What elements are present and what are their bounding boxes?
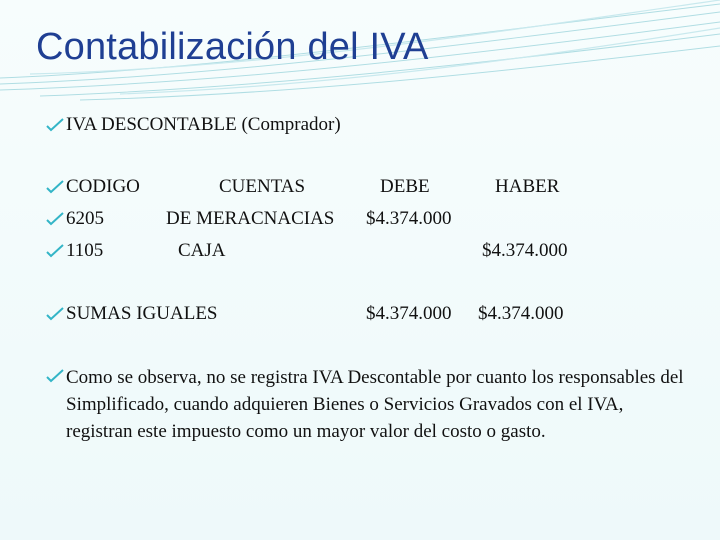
header-cuentas: CUENTAS: [219, 176, 306, 197]
explanation-paragraph: [46, 364, 686, 445]
paragraph-text: Como se observa, no se registra IVA Descontable por cuanto los responsables del Simplificado, cuando adquieren Bienes o Servicios Gravados con el IVA, registran este impuesto como un mayor valor del costo o gasto.: [66, 367, 684, 442]
check-bullet-icon: [46, 212, 64, 226]
totals-haber: $4.374.000: [478, 303, 564, 324]
row-debe: $4.374.000: [366, 208, 452, 229]
row-codigo: 6205: [66, 208, 104, 229]
header-debe: DEBE: [380, 176, 430, 197]
subtitle: IVA DESCONTABLE (Comprador): [66, 114, 341, 135]
header-haber: HABER: [495, 176, 560, 197]
page-title: Contabilización del IVA: [36, 26, 429, 68]
table-row: [46, 208, 686, 232]
totals-label: SUMAS IGUALES: [66, 303, 218, 324]
check-bullet-icon: [46, 307, 64, 321]
totals-debe: $4.374.000: [366, 303, 452, 324]
row-cuenta: CAJA: [178, 240, 226, 261]
check-bullet-icon: [46, 369, 64, 383]
check-bullet-icon: [46, 118, 64, 132]
table-header-row: [46, 176, 686, 200]
check-bullet-icon: [46, 244, 64, 258]
row-codigo: 1105: [66, 240, 104, 261]
row-haber: $4.374.000: [482, 240, 568, 261]
header-codigo: CODIGO: [66, 176, 140, 197]
totals-row: [46, 303, 686, 327]
check-bullet-icon: [46, 180, 64, 194]
row-cuenta: DE MERACNACIAS: [166, 208, 335, 229]
table-row: [46, 240, 686, 264]
